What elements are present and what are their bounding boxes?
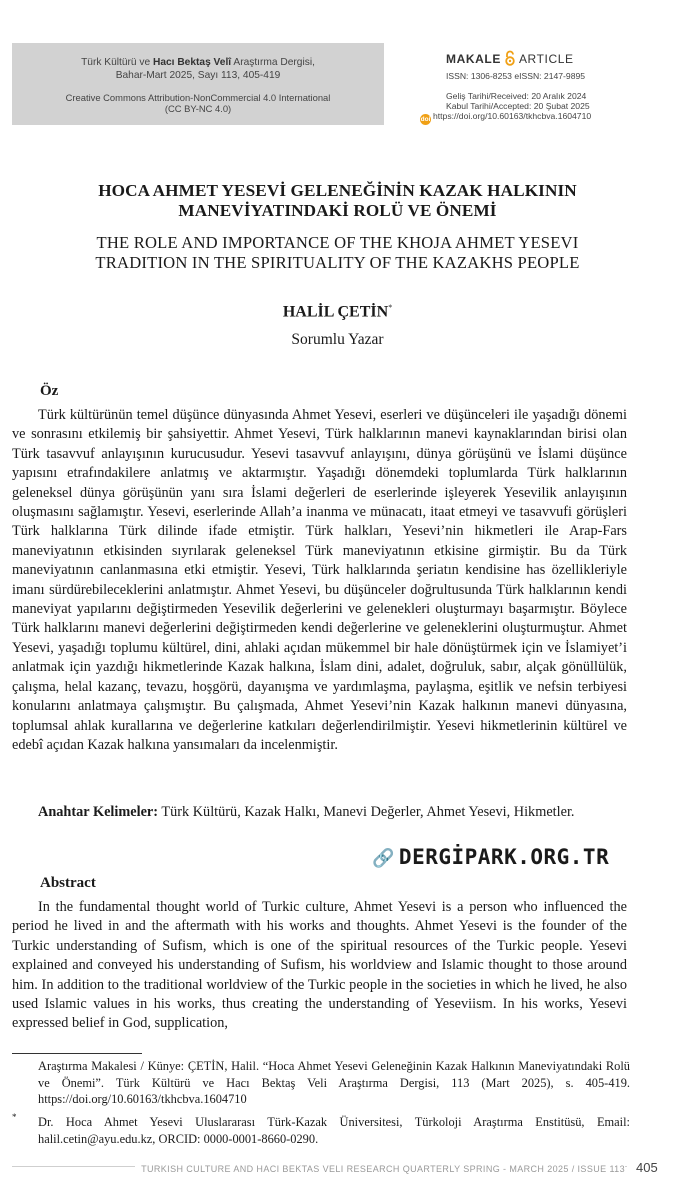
license-short: (CC BY-NC 4.0) [164,103,232,114]
footnote-rule [12,1053,142,1054]
article-type [446,50,666,66]
doi-line [420,111,645,125]
page-number: 405 [636,1160,658,1175]
author-role: Sorumlu Yazar [291,331,384,348]
accepted-date: Kabul Tarihi/Accepted: 20 Şubat 2025 [446,101,590,111]
oz-text: Türk kültürünün temel düşünce dünyasında Ahmet Yesevi, eserleri ve düşünceleri ile yaşadığı dönemi ve sonrasını etkilemiş bir şahsiyettir. Ahmet Yesevi, Türk halklarının manevi kaynaklarından birisi olan Türk tasavvuf anlayışının kurucusudur. Yesevi tasavvuf anlayışını, dünya görüşünü ve İslami düşünce yapısını etrafındakilere anlatmış ve aktarmıştır. Yaşadığı dönemdeki toplumlarda Türk halklarının geleneksel dünya görüşünün yanı sıra İslami değerleri de eserlerinde işleyerek Yesevilik anlayışının oluşmasını sağlamıştır. Yesevi, eserlerinde Allah’a inanma ve münacatı, itaat etmeyi ve tasavvufi görüşleri Türk halklarına Türk dilinde ifade etmiştir. Türk halkları, Yesevi’nin hikmetleri ile Arap-Fars maneviyatının etkisinden sıyrılarak geleneksel Türk maneviyatının etkisine girmiştir. Bu da Türk maneviyatının canlanmasına etki etmiştir. Yesevi, Türk halklarında şeriatın kendisine has özellikleriyle imanı sürdürebileceklerini anlatmıştır. Ahmet Yesevi, bu düşünceler doğrultusunda Türk halklarının kendi maneviyat yapılarını değiştirmeden Yesevilik değerlerini ve gelenekleri oluşturmayı başarmıştır. Böylece Türk halklarını manevi değerlerini değiştirmeden kendi değerlerine ve geleneklerini oluşturmuştur. Ahmet Yesevi, yaşadığı toplumu kültürel, dini, ahlaki açıdan mükemmel bir hale dönüştürmek için ve İslamiyet’i anlatmak için yazdığı hikmetlerinde Kazak halkına, İslam dini, adalet, doğruluk, sabır, alçak gönüllülük, çalışma, helal kazanç, tevazu, hoşgörü, dayanışma ve yardımlaşma, paylaşma, eşitlik ve nefsin terbiyesi konularını anlatmaya çalışmıştır. Bu çalışmada, Ahmet Yesevi’nin Kazak halkının manevi dünyasına, toplumsal ahlak kurallarına ve değerlerine katkıları değerlendirilmiştir. Yesevi hikmetlerinin kültürel ve edebî açıdan Kazak halkına yansımaları da incelenmiştir. [12,407,627,753]
doi-icon: doi [420,116,431,123]
journal-name-bold: Hacı Bektaş Velî [152,57,232,68]
title-english: THE ROLE AND IMPORTANCE OF THE KHOJA AHMET YESEVI TRADITION IN THE SPIRITUALITY OF THE KAZAKHS PEOPLE [95,233,580,272]
title-turkish: HOCA AHMET YESEVİ GELENEĞİNİN KAZAK HALKININ MANEVİYATINDAKİ ROLÜ VE ÖNEMİ [98,181,577,220]
affiliation-footnote: Dr. Hoca Ahmet Yesevi Uluslararası Türk-Kazak Üniversitesi, Türkoloji Araştırma Enstitüsü, Email: halil.cetin@ayu.edu.kz, ORCID: 0000-0001-8660-0290. [38,1115,630,1146]
link-icon: 🔗 [372,848,395,869]
journal-header-box [12,43,384,125]
author-footnote-mark: * [388,303,393,312]
dergipark-watermark: 🔗 DERGİPARK.ORG.TR [372,845,610,869]
abstract-heading: Abstract [40,875,96,891]
journal-issue: Bahar-Mart 2025, Sayı 113, 405-419 [115,70,281,81]
abstract-text: In the fundamental thought world of Turkic culture, Ahmet Yesevi is a person who influenced the period he lived in and the aftermath with his works and thoughts. Ahmet Yesevi is the founder of the Turkic understanding of Sufism, which is one of the spiritual resources of the Turkic people. Yesevi explained and conveyed his understanding of Sufism, his worldview and Islamic thought to those around him. In addition to the traditional worldview of the Turkic people in the societies in which he lived, he also used Islamic values in his works, thus creating the understanding of Yeseviism. In his works, Yesevi expressed belief in God, supplication, [12,899,627,1032]
received-date: Geliş Tarihi/Received: 20 Aralık 2024 [446,91,587,101]
article-type-tr: MAKALE [446,52,501,66]
keywords-text: Türk Kültürü, Kazak Halkı, Manevi Değerler, Ahmet Yesevi, Hikmetler. [158,804,575,820]
issn: ISSN: 1306-8253 eISSN: 2147-9895 [446,71,586,81]
oz-heading: Öz [40,383,59,399]
license-line: Creative Commons Attribution-NonCommercial 4.0 International [65,92,331,103]
doi-link[interactable]: https://doi.org/10.60163/tkhcbva.1604710 [433,111,592,121]
keywords [12,803,627,822]
keywords-label: Anahtar Kelimeler: [38,804,159,820]
citation-footnote: Araştırma Makalesi / Künye: ÇETİN, Halil. “Hoca Ahmet Yesevi Geleneğinin Kazak Halkının Maneviyatındaki Rolü ve Önemi”. Türk Kültürü ve Hacı Bektaş Veli Araştırma Dergisi, 113 (Mart 2025), s. 405-419. https://doi.org/10.60163/tkhcbva.1604710 [38,1059,630,1107]
author-name: HALİL ÇETİN* [282,303,393,321]
journal-name: Türk Kültürü ve Hacı Bektaş Velî Araştırma Dergisi, [81,57,315,68]
running-footer: TURKISH CULTURE AND HACI BEKTAS VELI RESEARCH QUARTERLY SPRING - MARCH 2025 / ISSUE 113 [135,1164,625,1174]
affiliation-footnote-mark: * [12,1112,17,1122]
open-access-icon [504,50,516,66]
article-type-en: ARTICLE [518,52,574,66]
